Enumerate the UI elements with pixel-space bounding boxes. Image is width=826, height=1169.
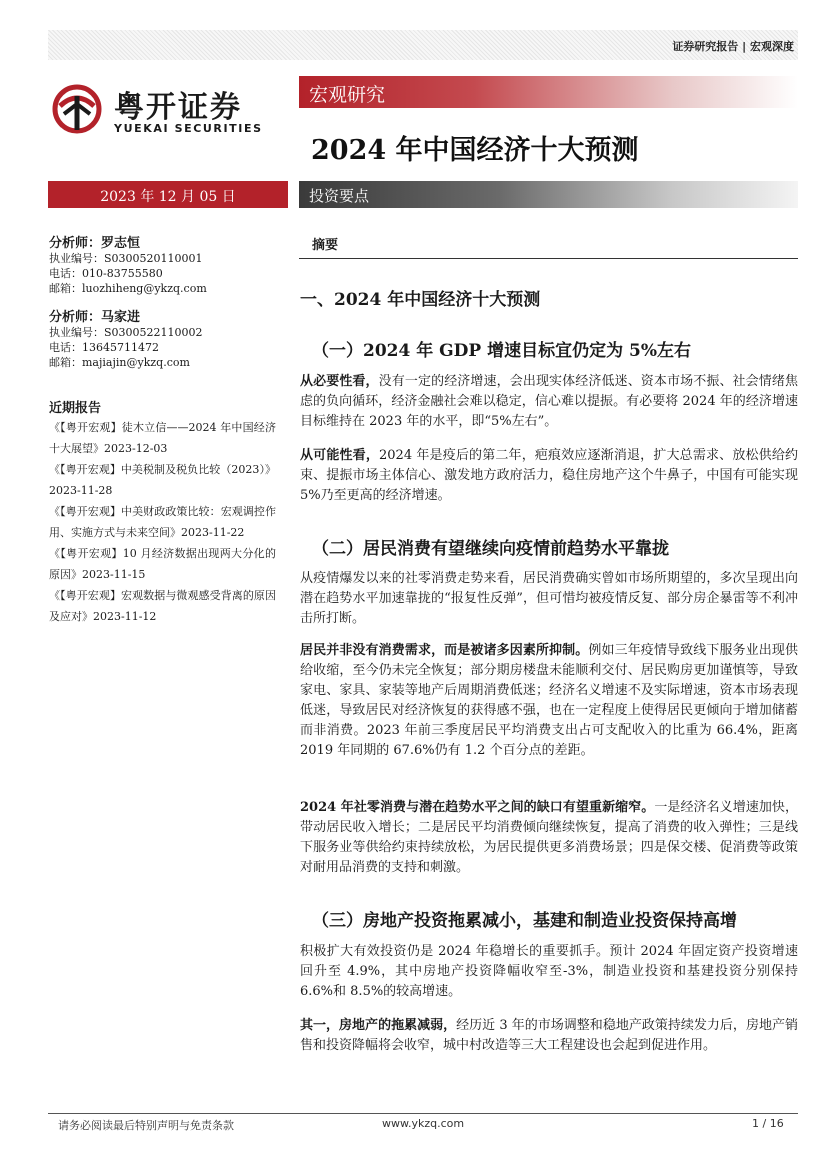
analyst-block-1 <box>49 236 284 296</box>
recent-report-item[interactable]: 《【粤开宏观】宏观数据与微观感受背离的原因及应对》2023-11-12 <box>49 589 276 623</box>
recent-reports-list <box>49 417 276 627</box>
analyst-email: 邮箱：luozhiheng@ykzq.com <box>49 282 207 295</box>
paragraph-text: 经历近 3 年的市场调整和稳地产政策持续发力后，房地产销售和投资降幅将会收窄，城中村改造等三大工程建设也会起到促进作用。 <box>300 1018 798 1053</box>
recent-report-item[interactable]: 《【粤开宏观】徒木立信——2024 年中国经济十大展望》2023-12-03 <box>49 421 276 455</box>
date-banner <box>48 181 288 208</box>
paragraph <box>300 798 798 878</box>
paragraph <box>300 372 798 432</box>
paragraph-lead: 2024 年社零消费与潜在趋势水平之间的缺口有望重新缩窄。 <box>300 800 655 815</box>
paragraph-text: 例如三年疫情导致线下服务业出现供给收缩，至今仍未完全恢复；部分期房楼盘未能顺利交付、居民购房更加谨慎等，导致家电、家具、家装等地产后周期消费低迷；经济名义增速不及实际增速，资本市场表现低迷，导致居民对经济恢复的获得感不强，也在一定程度上使得居民更倾向于增加储蓄而非消费。2023 年前三季度居民平均消费支出占可支配收入的比重为 66.4%，距离 2019 年同期的 67.6%仍有 1.2 个百分点的差距。 <box>300 643 798 758</box>
recent-report-item[interactable]: 《【粤开宏观】10 月经济数据出现两大分化的原因》2023-11-15 <box>49 547 276 581</box>
analyst-block-2 <box>49 310 284 370</box>
analyst-license: 执业编号：S0300522110002 <box>49 326 203 339</box>
report-date: 2023 年 12 月 05 日 <box>100 189 236 205</box>
logo-mark-icon <box>52 84 102 134</box>
paragraph <box>300 942 798 1002</box>
footer-disclaimer[interactable]: 请务必阅读最后特别声明与免责条款 <box>58 1119 234 1132</box>
paragraph <box>300 569 798 629</box>
section-heading-2: （二）居民消费有望继续向疫情前趋势水平靠拢 <box>312 539 669 559</box>
recent-report-item[interactable]: 《【粤开宏观】中美税制及税负比较（2023）》2023-11-28 <box>49 463 276 497</box>
category-banner <box>299 76 798 108</box>
recent-report-item[interactable]: 《【粤开宏观】中美财政政策比较：宏观调控作用、实施方式与未来空间》2023-11-22 <box>49 505 276 539</box>
recent-reports-title: 近期报告 <box>49 401 102 416</box>
page-number: 1 / 16 <box>752 1117 784 1130</box>
paragraph <box>300 446 798 506</box>
footer-divider <box>48 1113 798 1114</box>
report-title: 2024 年中国经济十大预测 <box>311 135 639 166</box>
paragraph-text: 积极扩大有效投资仍是 2024 年稳增长的重要抓手。预计 2024 年固定资产投资增速回升至 4.9%，其中房地产投资降幅收窄至-3%，制造业投资和基建投资分别保持 6.6%和 8.5%的较高增速。 <box>300 944 798 999</box>
analyst-phone: 电话：13645711472 <box>49 341 159 354</box>
paragraph <box>300 641 798 761</box>
paragraph-lead: 其一，房地产的拖累减弱， <box>300 1018 457 1033</box>
analyst-name: 分析师：罗志恒 <box>49 236 141 251</box>
paragraph-text: 2024 年是疫后的第二年，疤痕效应逐渐消退，扩大总需求、放松供给约束、提振市场主体信心、激发地方政府活力，稳住房地产这个牛鼻子，中国有可能实现 5%乃至更高的经济增速。 <box>300 448 798 503</box>
section-heading-1: （一）2024 年 GDP 增速目标宜仍定为 5%左右 <box>312 341 692 361</box>
footer-url[interactable]: www.ykzq.com <box>382 1117 465 1130</box>
paragraph-text: 一是经济名义增速加快，带动居民收入增长；二是居民平均消费倾向继续恢复，提高了消费的收入弹性；三是线下服务业等供给约束持续放松，为居民提供更多消费场景；四是保交楼、促消费等政策对耐用品消费的支持和刺激。 <box>300 800 798 875</box>
category-label: 宏观研究 <box>309 84 386 106</box>
paragraph-text: 没有一定的经济增速，会出现实体经济低迷、资本市场不振、社会情绪焦虑的负向循环，经济金融社会难以稳定，信心难以提振。有必要将 2024 年的经济增速目标维持在 2023 年的水平，即“5%左右”。 <box>300 374 798 429</box>
header-bar <box>48 30 798 60</box>
section-label: 投资要点 <box>309 187 370 205</box>
analyst-license: 执业编号：S0300520110001 <box>49 252 203 265</box>
paragraph <box>300 1016 798 1056</box>
abstract-divider <box>299 258 798 259</box>
analyst-name: 分析师：马家进 <box>49 310 141 325</box>
section-heading-3: （三）房地产投资拖累减小，基建和制造业投资保持高增 <box>312 911 737 931</box>
analyst-email: 邮箱：majiajin@ykzq.com <box>49 356 190 369</box>
paragraph-lead: 居民并非没有消费需求，而是被诸多因素所抑制。 <box>300 643 589 658</box>
logo-name-cn: 粤开证券 <box>114 90 242 125</box>
paragraph-text: 从疫情爆发以来的社零消费走势来看，居民消费确实曾如市场所期望的，多次呈现出向潜在趋势水平加速靠拢的“报复性反弹”，但可惜均被疫情反复、部分房企暴雷等不利冲击所打断。 <box>300 571 798 626</box>
analyst-phone: 电话：010-83755580 <box>49 267 163 280</box>
main-heading: 一、2024 年中国经济十大预测 <box>300 290 541 310</box>
logo-name-en: YUEKAI SECURITIES <box>114 122 263 135</box>
company-logo <box>52 82 282 142</box>
paragraph-lead: 从可能性看， <box>300 448 379 463</box>
paragraph-lead: 从必要性看， <box>300 374 379 389</box>
section-banner <box>299 181 798 208</box>
report-type: 证券研究报告 | 宏观深度 <box>672 40 794 53</box>
abstract-label: 摘要 <box>312 238 339 253</box>
